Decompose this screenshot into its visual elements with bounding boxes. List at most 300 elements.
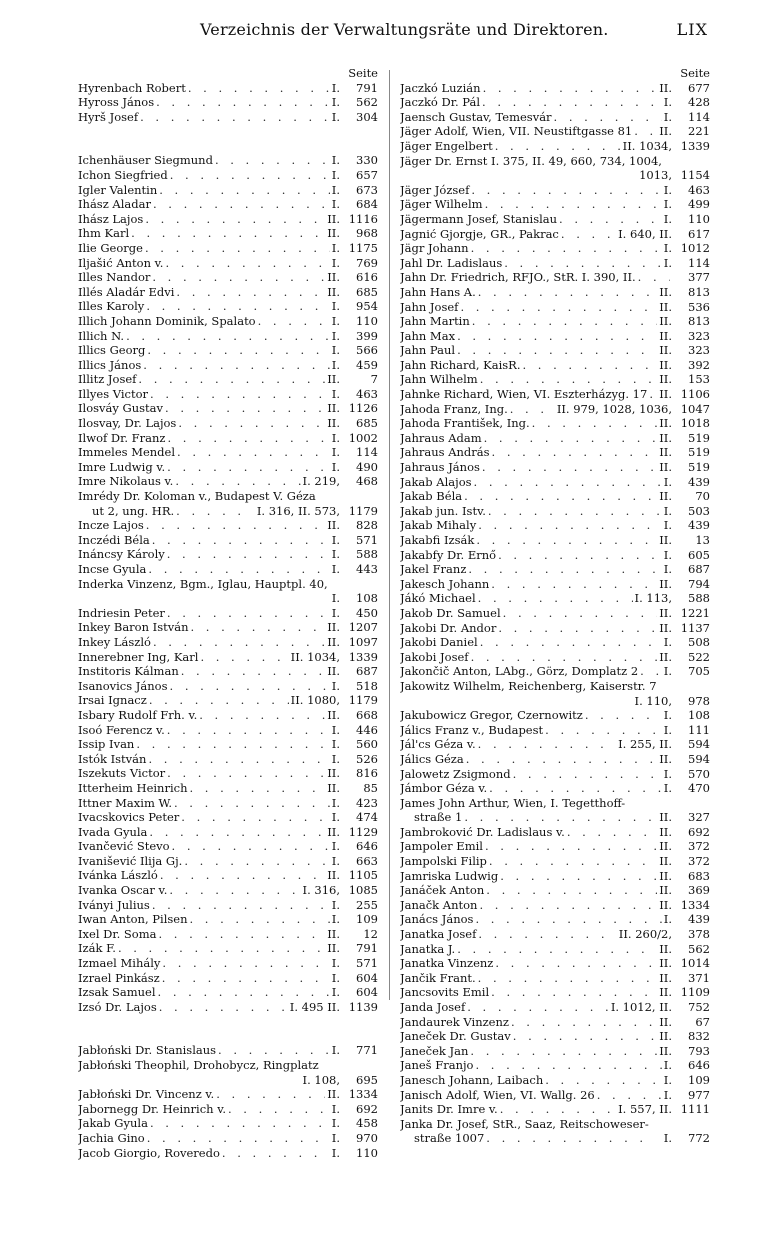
entry-volume-ref: II.	[327, 707, 340, 722]
entry-page-number: 1154	[680, 168, 710, 183]
entry-name-continued: straße 1007	[414, 1131, 485, 1146]
entry-page-number: 562	[688, 941, 710, 956]
dot-leader	[504, 256, 662, 271]
entry-page-number: 327	[688, 810, 710, 825]
index-entry	[78, 212, 378, 227]
dot-leader	[146, 518, 325, 533]
entry-page-number: 474	[356, 810, 378, 825]
entry-name: Imre Nikolaus v.	[78, 474, 174, 489]
entry-page-number: 377	[688, 270, 710, 285]
page-header	[78, 20, 708, 44]
entry-page-number: 518	[356, 678, 378, 693]
entry-page-number: 594	[688, 737, 710, 752]
entry-page-number: 1221	[680, 605, 710, 620]
entry-volume-ref: II.	[327, 766, 340, 781]
entry-page-number: 1129	[348, 824, 378, 839]
dot-leader	[510, 402, 555, 417]
entry-volume-ref: I.	[663, 708, 672, 723]
entry-name: Jägr Johann	[400, 241, 469, 256]
entry-page-number: 1339	[348, 649, 378, 664]
entry-page-number: 446	[356, 722, 378, 737]
entry-page-number: 110	[688, 211, 710, 226]
entry-name: Ilosvay, Dr. Lajos	[78, 416, 177, 431]
entry-name: Istók István	[78, 751, 147, 766]
entry-name: Jakab Gyula	[78, 1116, 148, 1131]
dot-leader	[545, 723, 662, 738]
entry-name: Jakabfi Izsák	[400, 533, 475, 547]
entry-name: Jalowetz Zsigmond	[400, 766, 511, 781]
dot-leader	[162, 971, 330, 986]
index-entry	[400, 635, 710, 650]
index-entry	[78, 650, 378, 665]
dot-leader	[472, 314, 657, 329]
entry-volume-ref: II.	[327, 372, 340, 387]
entry-volume-ref: I.	[331, 562, 340, 576]
index-entry	[78, 1058, 378, 1087]
entry-page-number: 439	[688, 474, 710, 489]
index-entry	[400, 358, 710, 373]
index-entry	[400, 664, 710, 679]
entry-name: Institoris Kálman	[78, 664, 179, 679]
dot-leader	[491, 985, 657, 1000]
entry-name: James John Arthur, Wien, I. Tegetthoff-	[400, 795, 626, 810]
index-entry	[400, 752, 710, 767]
index-entry	[78, 752, 378, 767]
dot-leader	[147, 1131, 330, 1146]
index-entry	[400, 985, 710, 1000]
entry-name: Jakobi Daniel	[400, 635, 478, 650]
dot-leader	[145, 241, 330, 256]
left-entries	[78, 81, 378, 1161]
entry-volume-ref: II.	[659, 328, 672, 343]
dot-leader	[218, 1043, 330, 1058]
index-entry	[78, 1131, 378, 1146]
index-entry	[400, 343, 710, 358]
dot-leader	[165, 401, 325, 416]
column-divider	[389, 70, 390, 1000]
index-entry	[78, 460, 378, 475]
index-entry	[78, 912, 378, 927]
entry-page-number: 1012	[680, 241, 710, 256]
entry-volume-ref: I.	[331, 255, 340, 270]
index-entry	[78, 183, 378, 198]
index-entry	[78, 1000, 378, 1015]
dot-leader	[500, 869, 657, 884]
entry-name: Jaczkó Dr. Pál	[400, 95, 481, 110]
entry-volume-ref: I.	[331, 795, 340, 810]
page-column-heading: Seite	[348, 66, 378, 80]
dot-leader	[167, 723, 330, 738]
dot-leader	[145, 212, 325, 227]
dot-leader	[498, 548, 662, 563]
entry-page-number: 1085	[348, 883, 378, 898]
entry-page-number: 499	[688, 197, 710, 212]
index-entry	[400, 621, 710, 636]
dot-leader	[485, 839, 657, 854]
index-entry	[78, 766, 378, 781]
entry-volume-ref: II.	[659, 824, 672, 839]
entry-page-number: 692	[356, 1101, 378, 1116]
entry-page-number: 1179	[348, 693, 378, 708]
index-entry	[400, 183, 710, 198]
entry-page-number: 399	[356, 328, 378, 343]
dot-leader	[176, 504, 255, 519]
dot-leader	[640, 664, 662, 679]
entry-volume-ref: I.	[663, 1131, 672, 1146]
entry-name: Jabornegg Dr. Heinrich v.	[78, 1101, 226, 1116]
index-entry	[78, 825, 378, 840]
page-number: LIX	[676, 20, 708, 39]
entry-name: Janács János	[400, 912, 474, 927]
entry-volume-ref: I.	[663, 95, 672, 110]
dot-leader	[126, 329, 330, 344]
index-entry	[400, 110, 710, 125]
index-entry	[400, 270, 710, 285]
dot-leader	[513, 767, 662, 782]
entry-name: Janeček Jan	[400, 1043, 469, 1058]
dot-leader	[160, 868, 325, 883]
entry-name: Jahraus András	[400, 445, 490, 460]
dot-leader	[460, 300, 657, 315]
entry-volume-ref: II.	[327, 868, 340, 883]
entry-volume-ref: I.	[331, 343, 340, 358]
dot-leader	[486, 883, 657, 898]
dot-leader	[191, 620, 326, 635]
entry-page-number: 1339	[680, 138, 710, 153]
entry-volume-ref: I. 110,	[634, 693, 672, 708]
dot-leader	[199, 708, 325, 723]
index-entry	[78, 1043, 378, 1058]
entry-volume-ref: II.	[659, 460, 672, 475]
index-entry	[400, 533, 710, 548]
entry-volume-ref: I.	[663, 255, 672, 270]
dot-leader	[138, 372, 325, 387]
index-entry	[78, 241, 378, 256]
index-entry	[400, 329, 710, 344]
dot-leader	[190, 912, 330, 927]
entry-page-number: 1014	[680, 956, 710, 971]
entry-page-number: 677	[688, 80, 710, 95]
entry-volume-ref: I.	[663, 518, 672, 533]
dot-leader	[480, 635, 662, 650]
entry-volume-ref: I.	[331, 912, 340, 927]
dot-leader	[200, 650, 288, 665]
entry-page-number: 685	[356, 284, 378, 299]
dot-leader	[567, 825, 657, 840]
index-entry	[400, 227, 710, 242]
entry-volume-ref: I. 255, II.	[618, 737, 672, 752]
entry-name: Janatka J.	[400, 941, 456, 956]
entry-name: Illitz Josef	[78, 372, 137, 387]
entry-page-number: 588	[356, 547, 378, 562]
index-entry	[400, 796, 710, 825]
entry-volume-ref: II.	[659, 1029, 672, 1044]
entry-page-number: 772	[688, 1131, 710, 1146]
entry-page-number: 450	[356, 605, 378, 620]
entry-volume-ref: II.	[659, 445, 672, 460]
entry-name: Iljašić Anton v.	[78, 255, 164, 270]
dot-leader	[167, 431, 329, 446]
entry-name: Jäger Engelbert	[400, 138, 493, 153]
entry-page-number: 594	[688, 751, 710, 766]
entry-page-number: 536	[688, 299, 710, 314]
entry-page-number: 646	[356, 839, 378, 854]
index-entry	[400, 1073, 710, 1088]
dot-leader	[478, 591, 633, 606]
entry-page-number: 458	[356, 1116, 378, 1131]
entry-volume-ref: II.	[659, 649, 672, 664]
entry-volume-ref: I.	[331, 1130, 340, 1145]
entry-name: Jahoda Franz, Ing.	[400, 401, 508, 416]
entry-name: Jahraus János	[400, 460, 480, 475]
entry-volume-ref: II.	[659, 956, 672, 971]
entry-name: Isbary Rudolf Frh. v.	[78, 707, 198, 722]
entry-name: Janits Dr. Imre v.	[400, 1102, 498, 1117]
dot-leader	[170, 679, 330, 694]
dot-leader	[464, 810, 657, 825]
entry-name: Jakubowicz Gregor, Czernowitz	[400, 708, 583, 723]
entry-name: Janda Josef	[400, 1000, 466, 1014]
dot-leader	[464, 489, 657, 504]
index-entry	[400, 781, 710, 796]
index-entry	[78, 927, 378, 942]
index-entry	[78, 168, 378, 183]
index-entry	[400, 300, 710, 315]
index-entry	[400, 737, 710, 752]
entry-name: Izsó Dr. Lajos	[78, 999, 157, 1014]
dot-leader	[482, 95, 662, 110]
index-entry	[400, 562, 710, 577]
index-entry	[78, 372, 378, 387]
index-entry	[400, 1029, 710, 1044]
dot-leader	[474, 475, 662, 490]
entry-volume-ref: I.	[663, 766, 672, 781]
entry-volume-ref: I. 316,	[302, 883, 340, 898]
entry-volume-ref: I.	[331, 956, 340, 971]
entry-page-number: 114	[688, 255, 710, 270]
entry-name: Isoó Ferencz v.	[78, 722, 165, 737]
dot-leader	[216, 1087, 325, 1102]
entry-name: Ilwof Dr. Franz	[78, 430, 166, 445]
entry-page-number: 684	[356, 197, 378, 212]
entry-name: Ichon Siegfried	[78, 167, 168, 182]
entry-page-number: 109	[356, 912, 378, 927]
dot-leader	[146, 299, 329, 314]
dot-leader	[148, 752, 329, 767]
entry-page-number: 813	[688, 284, 710, 299]
index-entry	[400, 372, 710, 387]
index-entry	[400, 212, 710, 227]
entry-volume-ref: I.	[663, 1072, 672, 1087]
entry-volume-ref: I. 316, II. 573,	[256, 503, 340, 518]
index-entry	[400, 256, 710, 271]
entry-page-number: 372	[688, 839, 710, 854]
entry-name: Jahn Richard, KaisR.	[400, 357, 521, 372]
dot-leader	[149, 693, 289, 708]
index-entry	[400, 942, 710, 957]
index-entry	[78, 299, 378, 314]
entry-volume-ref: I.	[331, 737, 340, 752]
entry-page-number: 771	[356, 1043, 378, 1058]
dot-leader	[131, 226, 325, 241]
entry-name: Incse Gyula	[78, 562, 147, 576]
entry-page-number: 1126	[348, 401, 378, 416]
entry-page-number: 685	[356, 416, 378, 431]
entry-page-number: 832	[688, 1029, 710, 1044]
entry-volume-ref: I. 557, II.	[618, 1102, 672, 1117]
dot-leader	[478, 971, 658, 986]
entry-page-number: 1111	[680, 1102, 710, 1117]
index-entry	[400, 1102, 710, 1117]
index-entry	[78, 431, 378, 446]
entry-volume-ref: I. 495 II.	[289, 999, 340, 1014]
entry-volume-ref: I. 219,	[302, 474, 340, 489]
entry-volume-ref: II.	[659, 868, 672, 883]
dot-leader	[457, 343, 657, 358]
entry-name: Ivanišević Ilija Gj.	[78, 853, 183, 868]
entry-volume-ref: II.	[659, 897, 672, 912]
right-column	[400, 66, 710, 1146]
index-entry	[78, 489, 378, 518]
index-entry	[78, 474, 378, 489]
entry-name: Janatka Vinzenz	[400, 956, 494, 971]
entry-volume-ref: I.	[331, 591, 340, 606]
index-entry	[78, 110, 378, 125]
entry-volume-ref: II.	[659, 985, 672, 1000]
dot-leader	[503, 606, 658, 621]
entry-page-number: 663	[356, 853, 378, 868]
dot-leader	[495, 139, 621, 154]
entry-page-number: 793	[688, 1043, 710, 1058]
index-entry	[400, 577, 710, 592]
entry-page-number: 571	[356, 532, 378, 547]
entry-name: Jakabfy Dr. Ernő	[400, 547, 497, 562]
entry-name: Jakob Dr. Samuel	[400, 605, 501, 620]
entry-page-number: 604	[356, 970, 378, 985]
entry-volume-ref: I.	[331, 240, 340, 255]
entry-page-number: 978	[688, 693, 710, 708]
entry-name: Jachia Gino	[78, 1130, 145, 1145]
entry-page-number: 111	[688, 722, 710, 737]
entry-name: Igler Valentin	[78, 182, 158, 197]
entry-volume-ref: I.	[663, 781, 672, 796]
index-entry	[400, 1044, 710, 1059]
dot-leader	[159, 183, 330, 198]
dot-leader	[484, 431, 658, 446]
entry-name: Inderka Vinzenz, Bgm., Iglau, Hauptpl. 40,	[78, 576, 328, 591]
dot-leader	[167, 766, 325, 781]
index-entry	[400, 708, 710, 723]
entry-volume-ref: I.	[331, 722, 340, 737]
dot-leader	[466, 752, 658, 767]
entry-page-number: 695	[356, 1072, 378, 1087]
dot-leader	[176, 285, 325, 300]
dot-leader	[471, 241, 662, 256]
left-column	[78, 66, 378, 1160]
dot-leader	[153, 635, 325, 650]
entry-volume-ref: II.	[659, 299, 672, 314]
entry-page-number: 1002	[348, 430, 378, 445]
entry-name: Illich Johann Dominik, Spalato	[78, 313, 256, 328]
index-entry	[400, 1058, 710, 1073]
entry-volume-ref: I.	[331, 897, 340, 912]
entry-page-number: 109	[688, 1072, 710, 1087]
entry-page-number: 687	[688, 562, 710, 577]
index-entry	[400, 825, 710, 840]
entry-volume-ref: I.	[331, 1101, 340, 1116]
index-entry	[78, 562, 378, 577]
entry-page-number: 1137	[680, 620, 710, 635]
index-entry	[400, 1088, 710, 1103]
dot-leader	[532, 416, 658, 431]
index-entry	[78, 270, 378, 285]
entry-volume-ref: II.	[659, 533, 672, 547]
entry-page-number: 752	[688, 1000, 710, 1014]
entry-page-number: 828	[356, 518, 378, 533]
entry-page-number: 428	[688, 95, 710, 110]
entry-name: Imrédy Dr. Koloman v., Budapest V. Géza	[78, 489, 316, 504]
entry-page-number: 522	[688, 649, 710, 664]
entry-name-continued: ut 2, ung. HR.	[92, 503, 175, 518]
entry-volume-ref: II.	[659, 1014, 672, 1029]
entry-page-number: 304	[356, 109, 378, 124]
entry-page-number: 562	[356, 95, 378, 110]
index-entry	[400, 548, 710, 563]
entry-name: Ilie George	[78, 240, 143, 255]
entry-page-number: 463	[688, 182, 710, 197]
dot-leader	[457, 329, 657, 344]
index-entry	[78, 518, 378, 533]
entry-page-number: 519	[688, 445, 710, 460]
entry-page-number: 519	[688, 430, 710, 445]
entry-volume-ref: I.	[331, 357, 340, 372]
entry-volume-ref: I.	[331, 313, 340, 328]
entry-page-number: 571	[356, 956, 378, 971]
entry-volume-ref: I.	[663, 562, 672, 577]
entry-name: Inkey Baron István	[78, 620, 189, 635]
entry-name: Illés Aladár Edvi	[78, 284, 175, 299]
index-entry	[78, 956, 378, 971]
entry-volume-ref: I.	[331, 1145, 340, 1160]
entry-name: Ittner Maxim W.	[78, 795, 172, 810]
dot-leader	[492, 445, 658, 460]
entry-name: Inkey László	[78, 634, 151, 649]
entry-volume-ref: II.	[659, 751, 672, 766]
entry-volume-ref: II.	[659, 883, 672, 898]
entry-page-number: 439	[688, 518, 710, 533]
dot-leader	[184, 854, 329, 869]
dot-leader	[467, 1000, 609, 1015]
entry-volume-ref: I.	[331, 167, 340, 182]
index-entry	[78, 1116, 378, 1131]
entry-name: Ivada Gyula	[78, 824, 148, 839]
entry-name: Ilosváy Gustav	[78, 401, 164, 416]
entry-page-number: 687	[356, 664, 378, 679]
dot-leader	[181, 810, 330, 825]
entry-page-number: 463	[356, 386, 378, 401]
entry-name: Jampoler Emil	[400, 839, 483, 854]
entry-volume-ref: II.	[327, 664, 340, 679]
entry-page-number: 1334	[348, 1087, 378, 1102]
entry-page-number: 468	[356, 474, 378, 489]
dot-leader	[523, 358, 658, 373]
entry-name: Isanovics János	[78, 678, 168, 693]
entry-name: Jahnke Richard, Wien, VI. Eszterházyg. 17	[400, 387, 648, 402]
entry-volume-ref: II.	[327, 401, 340, 416]
dot-leader	[554, 110, 662, 125]
entry-name: Jakel Franz	[400, 562, 467, 577]
entry-page-number: 85	[363, 780, 378, 795]
